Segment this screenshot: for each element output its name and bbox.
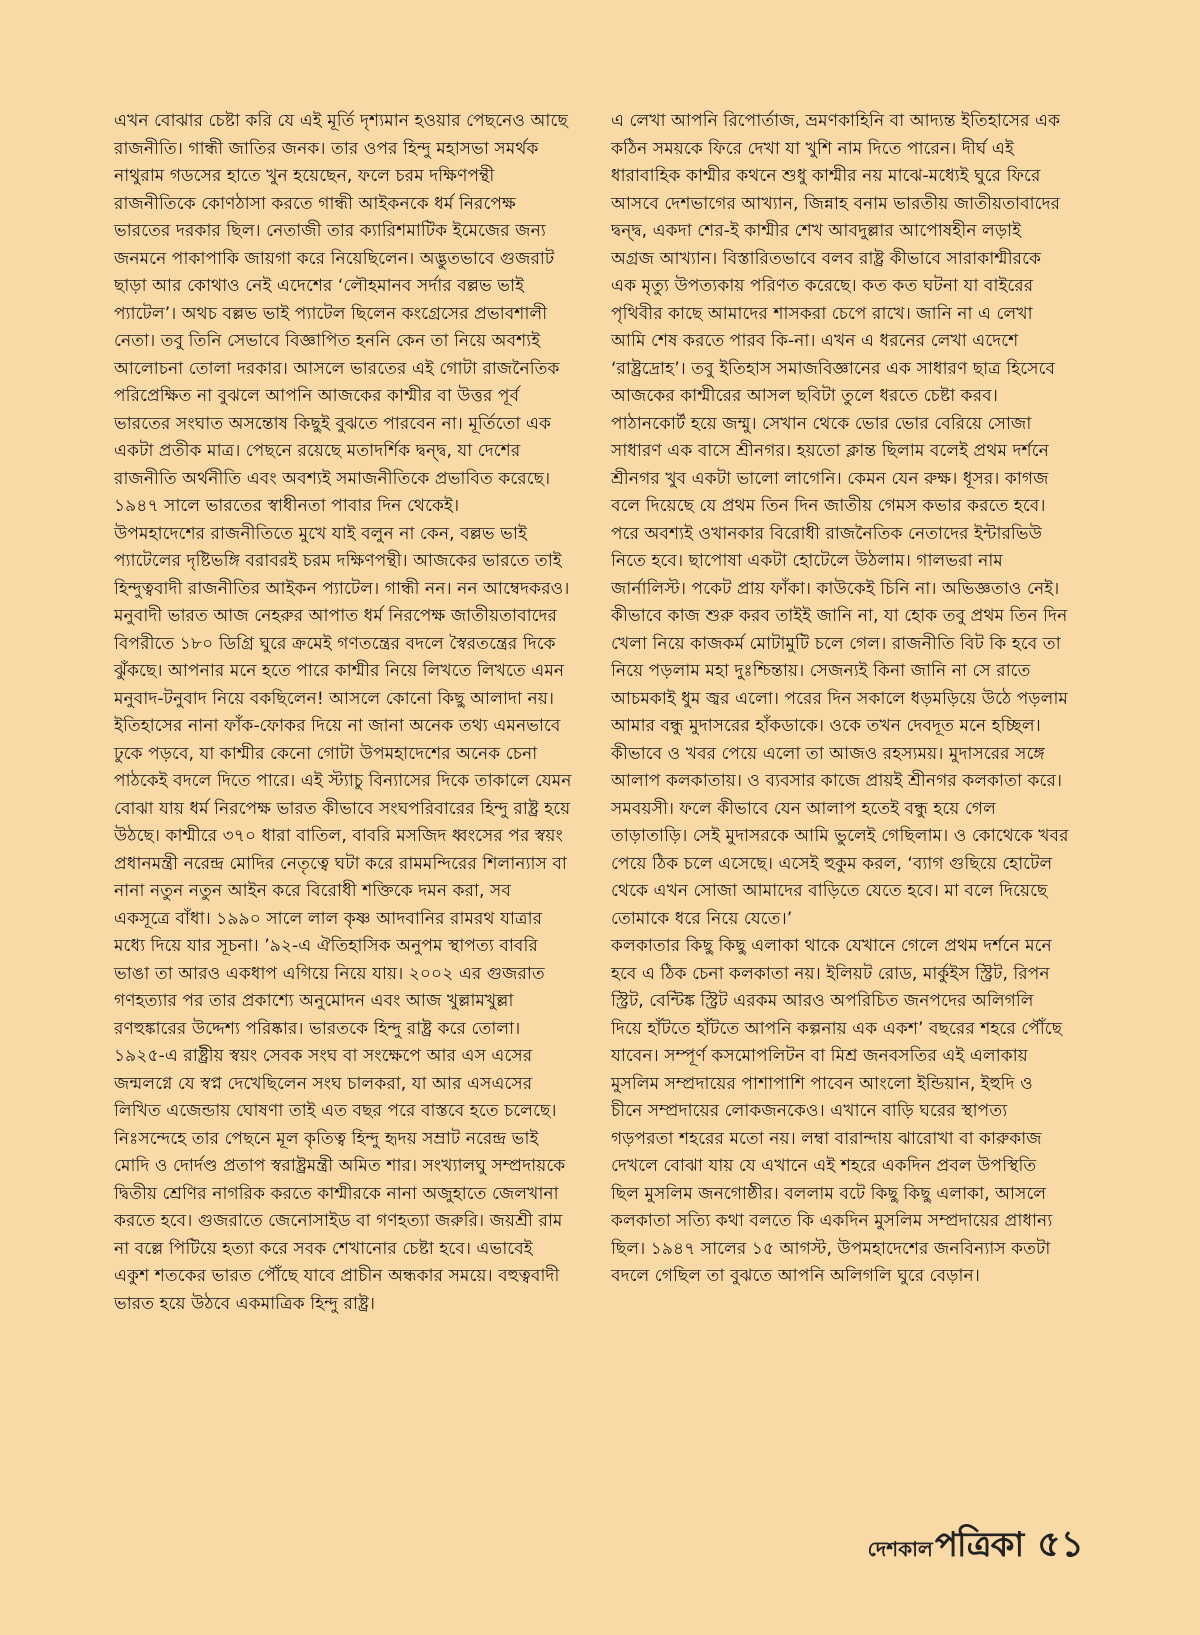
- left-column: [114, 108, 572, 1318]
- paragraph: এ লেখা আপনি রিপোর্তাজ, ভ্রমণকাহিনি বা আদ্যন্ত ইতিহাসের এক কঠিন সময়কে ফিরে দেখা যা খুশি নাম দিতে পারেন। দীর্ঘ এই ধারাবাহিক কাশ্মীর কথনে শুধু কাশ্মীর নয় মাঝে-মধ্যেই ঘুরে ফিরে আসবে দেশভাগের আখ্যান, জিন্নাহ বনাম ভারতীয় জাতীয়তাবাদের দ্বন্দ্ব, একদা শের-ই কাশ্মীর শেখ আবদুল্লার আপোষহীন লড়াই অগ্রজ আখ্যান। বিস্তারিতভাবে বলব রাষ্ট্র কীভাবে সারাকাশ্মীরকে এক মৃত্যু উপত্যকায় পরিণত করেছে। কত কত ঘটনা যা বাইরের পৃথিবীর কাছে আমাদের শাসকরা চেপে রাখে। জানি না এ লেখা আমি শেষ করতে পারব কি-না। এখন এ ধরনের লেখা এদেশে ‘রাষ্ট্রদ্রোহ’। তবু ইতিহাস সমাজবিজ্ঞানের এক সাধারণ ছাত্র হিসেবে আজকের কাশ্মীরের আসল ছবিটা তুলে ধরতে চেষ্টা করব। পাঠানকোর্ট হয়ে জম্মু। সেখান থেকে ভোর ভোর বেরিয়ে সোজা সাধারণ এক বাসে শ্রীনগর। হয়তো ক্লান্ত ছিলাম বলেই প্রথম দর্শনে শ্রীনগর খুব একটা ভালো লাগেনি। কেমন যেন রুক্ষ। ধূসর। কাগজ বলে দিয়েছে যে প্রথম তিন দিন জাতীয় গেমস কভার করতে হবে। পরে অবশ্যই ওখানকার বিরোধী রাজনৈতিক নেতাদের ইন্টারভিউ নিতে হবে। ছাপোষা একটা হোটেলে উঠলাম। গালভরা নাম জার্নালিস্ট। পকেট প্রায় ফাঁকা। কাউকেই চিনি না। অভিজ্ঞতাও নেই। কীভাবে কাজ শুরু করব তাইই জানি না, যা হোক তবু প্রথম তিন দিন খেলা নিয়ে কাজকর্ম মোটামুটি চলে গেল। রাজনীতি বিট কি হবে তা নিয়ে পড়লাম মহা দুঃশ্চিন্তায়। সেজন্যই কিনা জানি না সে রাতে আচমকাই ধুম জ্বর এলো। পরের দিন সকালে ধড়মড়িয়ে উঠে পড়লাম আমার বন্ধু মুদাসরের হাঁকডাকে। ওকে তখন দেবদূত মনে হচ্ছিল। কীভাবে ও খবর পেয়ে এলো তা আজও রহস্যময়। মুদাসরের সঙ্গে আলাপ কলকাতায়। ও ব্যবসার কাজে প্রায়ই শ্রীনগর কলকাতা করে। সমবয়সী। ফলে কীভাবে যেন আলাপ হতেই বন্ধু হয়ে গেল তাড়াতাড়ি। সেই মুদাসরকে আমি ভুলেই গেছিলাম। ও কোথেকে খবর পেয়ে ঠিক চলে এসেছে। এসেই হুকুম করল, ‘ব্যাগ গুছিয়ে হোটেল থেকে এখন সোজা আমাদের বাড়িতে যেতে হবে। মা বলে দিয়েছে তোমাকে ধরে নিয়ে যেতে।’: [611, 111, 1069, 929]
- page-footer: [868, 1517, 1084, 1577]
- right-column: [611, 108, 1069, 1291]
- page-number: ৫১: [1037, 1524, 1084, 1565]
- paragraph: এখন বোঝার চেষ্টা করি যে এই মূর্তি দৃশ্যমান হওয়ার পেছনেও আছে রাজনীতি। গান্ধী জাতির জনক। তার ওপর হিন্দু মহাসভা সমর্থক নাথুরাম গডসের হাতে খুন হয়েছেন, ফলে চরম দক্ষিণপন্থী রাজনীতিকে কোণঠাসা করতে গান্ধী আইকনকে ধর্ম নিরপেক্ষ ভারতের দরকার ছিল। নেতাজী তার ক্যারিশমাটিক ইমেজের জন্য জনমনে পাকাপাকি জায়গা করে নিয়েছিলেন। অদ্ভুতভাবে গুজরাট ছাড়া আর কোথাও নেই এদেশের ‘লৌহমানব সর্দার বল্লভ ভাই প্যাটেল’। অথচ বল্লভ ভাই প্যাটেল ছিলেন কংগ্রেসের প্রভাবশালী নেতা। তবু তিনি সেভাবে বিজ্ঞাপিত হননি কেন তা নিয়ে অবশ্যই আলোচনা তোলা দরকার। আসলে ভারতের এই গোটা রাজনৈতিক পরিপ্রেক্ষিত না বুঝলে আপনি আজকের কাশ্মীর বা উত্তর পূর্ব ভারতের সংঘাত অসন্তোষ কিছুই বুঝতে পারবেন না। মূর্তিতো এক একটা প্রতীক মাত্র। পেছনে রয়েছে মতাদর্শিক দ্বন্দ্ব, যা দেশের রাজনীতি অর্থনীতি এবং অবশ্যই সমাজনীতিকে প্রভাবিত করেছে। ১৯৪৭ সালে ভারতের স্বাধীনতা পাবার দিন থেকেই।: [114, 111, 568, 516]
- magazine-logo: [868, 1519, 1024, 1576]
- logo-text-large: পত্রিকা: [934, 1524, 1024, 1565]
- paragraph: কলকাতার কিছু কিছু এলাকা থাকে যেখানে গেলে প্রথম দর্শনে মনে হবে এ ঠিক চেনা কলকাতা নয়। ইলিয়ট রোড, মার্কুইস স্ট্রিট, রিপন স্ট্রিট, বেন্টিঙ্ক স্ট্রিট এরকম আরও অপরিচিত জনপদের অলিগলি দিয়ে হাঁটতে হাঁটতে আপনি কল্পনায় এক একশ’ বছরের শহরে পৌঁছে যাবেন। সম্পূর্ণ কসমোপলিটন বা মিশ্র জনবসতির এই এলাকায় মুসলিম সম্প্রদায়ের পাশাপাশি পাবেন আংলো ইন্ডিয়ান, ইহুদি ও চীনে সম্প্রদায়ের লোকজনকেও। এখানে বাড়ি ঘরের স্থাপত্য গড়পরতা শহরের মতো নয়। লম্বা বারান্দায় ঝারোখা বা কারুকাজ দেখলে বোঝা যায় যে এখানে এই শহরে একদিন প্রবল উপস্থিতি ছিল মুসলিম জনগোষ্ঠীর। বললাম বটে কিছু কিছু এলাকা, আসলে কলকাতা সত্যি কথা বলতে কি একদিন মুসলিম সম্প্রদায়ের প্রাধান্য ছিল। ১৯৪৭ সালের ১৫ আগস্ট, উপমহাদেশের জনবিন্যাস কতটা বদলে গেছিল তা বুঝতে আপনি অলিগলি ঘুরে বেড়ান।: [611, 936, 1063, 1286]
- logo-text-small: দেশকাল: [867, 1536, 933, 1561]
- paragraph: উপমহাদেশের রাজনীতিতে মুখে যাই বলুন না কেন, বল্লভ ভাই প্যাটেলের দৃষ্টিভঙ্গি বরাবরই চরম দক্ষিণপন্থী। আজকের ভারতে তাই হিন্দুত্ববাদী রাজনীতির আইকন প্যাটেল। গান্ধী নন। নন আম্বেদকরও। মনুবাদী ভারত আজ নেহরুর আপাত ধর্ম নিরপেক্ষ জাতীয়তাবাদের বিপরীতে ১৮০ ডিগ্রি ঘুরে ক্রমেই গণতন্ত্রের বদলে স্বৈরতন্ত্রের দিকে ঝুঁকছে। আপনার মনে হতে পারে কাশ্মীর নিয়ে লিখতে লিখতে এমন মনুবাদ-টনুবাদ নিয়ে বকছিলেন! আসলে কোনো কিছু আলাদা নয়। ইতিহাসের নানা ফাঁক-ফোকর দিয়ে না জানা অনেক তথ্য এমনভাবে ঢুকে পড়বে, যা কাশ্মীর কেনো গোটা উপমহাদেশের অনেক চেনা পাঠকেই বদলে দিতে পারে। এই স্ট্যাচু বিন্যাসের দিকে তাকালে যেমন বোঝা যায় ধর্ম নিরপেক্ষ ভারত কীভাবে সংঘপরিবারের হিন্দু রাষ্ট্র হয়ে উঠছে। কাশ্মীরে ৩৭০ ধারা বাতিল, বাবরি মসজিদ ধ্বংসের পর স্বয়ং প্রধানমন্ত্রী নরেন্দ্র মোদির নেতৃত্বে ঘটা করে রামমন্দিরের শিলান্যাস বা নানা নতুন নতুন আইন করে বিরোধী শক্তিকে দমন করা, সব একসূত্রে বাঁধা। ১৯৯০ সালে লাল কৃষ্ণ আদবানির রামরথ যাত্রার মধ্যে দিয়ে যার সূচনা। ’৯২-এ ঐতিহাসিক অনুপম স্থাপত্য বাবরি ভাঙা তা আরও একধাপ এগিয়ে নিয়ে যায়। ২০০২ এর গুজরাত গণহত্যার পর তার প্রকাশ্যে অনুমোদন এবং আজ খুল্লামখুল্লা রণহুঙ্কারের উদ্দেশ্য পরিষ্কার। ভারতকে হিন্দু রাষ্ট্র করে তোলা। ১৯২৫-এ রাষ্ট্রীয় স্বয়ং সেবক সংঘ বা সংক্ষেপে আর এস এসের জন্মলগ্নে যে স্বপ্ন দেখেছিলেন সংঘ চালকরা, যা আর এসএসের লিখিত এজেন্ডায় ঘোষণা তাই এত বছর পরে বাস্তবে হতে চলেছে। নিঃসন্দেহে তার পেছনে মূল কৃতিত্ব হিন্দু হৃদয় সম্রাট নরেন্দ্র ভাই মোদি ও দোর্দণ্ড প্রতাপ স্বরাষ্ট্রমন্ত্রী অমিত শার। সংখ্যালঘু সম্প্রদায়কে দ্বিতীয় শ্রেণির নাগরিক করতে কাশ্মীরকে নানা অজুহাতে জেলখানা করতে হবে। গুজরাতে জেনোসাইড বা গণহত্যা জরুরি। জয়শ্রী রাম না বল্লে পিটিয়ে হত্যা করে সবক শেখানোর চেষ্টা হবে। এভাবেই একুশ শতকের ভারত পৌঁছে যাবে প্রাচীন অন্ধকার সময়ে। বহুত্ববাদী ভারত হয়ে উঠবে একমাত্রিক হিন্দু রাষ্ট্র।: [114, 523, 572, 1314]
